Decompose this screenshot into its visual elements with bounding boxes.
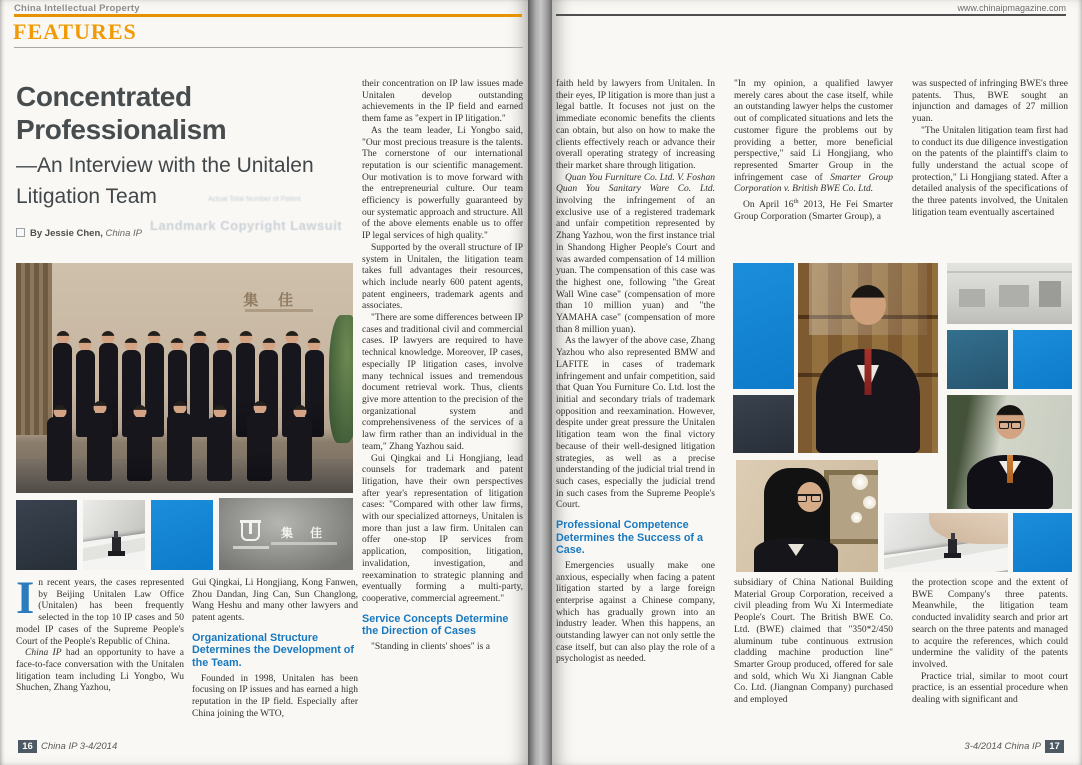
logo-caption-line — [233, 546, 269, 549]
stamp-photo — [83, 500, 145, 570]
byline-author: Jessie Chen, — [44, 228, 103, 239]
person-silhouette — [86, 401, 113, 481]
flower — [852, 474, 868, 490]
footer-left — [14, 740, 117, 753]
paragraph — [734, 79, 893, 196]
furniture — [999, 285, 1029, 307]
paragraph: "Standing in clients' shoes" is a — [371, 641, 490, 652]
photo-tile-navy — [16, 500, 77, 570]
page-left — [0, 0, 530, 765]
portrait-photo-man-glasses — [947, 395, 1072, 509]
section-title: FEATURES — [13, 19, 137, 44]
article-title-line2: Professionalism — [16, 114, 227, 145]
front-row-people — [46, 401, 313, 481]
column-5-top — [734, 79, 893, 267]
column-2 — [192, 578, 358, 744]
paragraph-text: had an opportunity to have a face-to-face conversation with the Unitalen litigation team including Li Yongbo, Wu Shuchen, Zhang Yazhou, — [16, 648, 184, 694]
italic-run: China IP — [25, 648, 62, 659]
flower — [863, 496, 876, 509]
flower — [851, 512, 862, 523]
paragraph: their concentration on IP law issues made Unitalen develop outstanding achievements in the IP field and earned them fame as "expert in IP litigation." — [362, 79, 523, 125]
drop-cap: I — [16, 578, 35, 624]
photo-tile-blue — [1013, 330, 1072, 389]
glasses — [999, 421, 1021, 428]
ceiling-line — [947, 271, 1072, 273]
byline — [16, 228, 142, 239]
article-subtitle-line1: —An Interview with the Unitalen — [16, 154, 314, 177]
portrait-photo-man-red-tie — [798, 263, 938, 453]
paragraph: As the team leader, Li Yongbo said, "Our most precious treasure is the talents. The cornerstone of our international reputation is our scientific management. Our motivation is to move forward with the entrepreneurial culture. Our team efficiency is powerfully guaranteed by our systematic approach and structure. All of the above elements enable us to offer IP legal services of high quality." — [362, 125, 523, 242]
furniture — [959, 289, 985, 307]
photo-tile-blue — [151, 500, 213, 570]
photo-tile-navy — [733, 395, 794, 453]
paragraph-text: "In my opinion, a qualified lawyer merely cares about the case itself, while an outstanding lawyer helps the customer out of complicated situations and lets the customer figure the problems out by providing a better, more beneficial perspective," said Li Hongjiang, who represented Smarter Group in the infringement case of — [734, 79, 893, 183]
issue-label: 3-4/2014 China IP — [964, 741, 1041, 752]
paragraph: faith held by lawyers from Unitalen. In their eyes, IP litigation is more than just a legal battle. It focuses not just on the immediate economic benefits the clients can obtain, but also on how to make the clients effectively reach or advance their overall operating strategy of increasing their market share through litigation. — [556, 79, 715, 171]
paragraph-text: On April 16 — [743, 200, 794, 211]
case-name-italic: Smarter Group Corporation v. British BWE Co. Ltd. — [734, 172, 893, 195]
paragraph-text: involving the infringement of an exclusive use of a registered trademark and unfair competition represented by Zhang Yazhou, won the first instance trial in Shandong Higher People's Court and was awarded compensation of 14 million yuan. The compensation of this case was the highest one, following "the Great Wall Wine case" (compensation of more than 10 million yuan) and "the YAMAHA case" (compensation of more than 8 million yuan). — [556, 196, 715, 335]
bleedthrough-text-large: Landmark Copyright Lawsuit — [150, 218, 343, 233]
wall-sign-text: 集 佳 — [243, 293, 301, 309]
red-tie — [865, 349, 872, 395]
team-group-photo — [16, 263, 353, 493]
section-heading: Professional Competence Determines the Success of a Case. — [556, 519, 704, 557]
byline-by: By — [30, 228, 43, 239]
page-right — [552, 0, 1082, 765]
paragraph: Gui Qingkai and Li Hongjiang, lead counsels for trademark and patent litigation, have their own perspectives after year's representation of litigation cases: "Compared with other law firms, with our specialized attorneys, Unitalen is more than just a law firm. Unitalen can offer one-stop IP services from application, composition, litigation, invalidation, investigation, and reexamination to strategic planning and eventually forming a multi-party, cooperative, commercial agreement." — [362, 453, 523, 604]
byline-publication: China IP — [105, 228, 142, 239]
paragraph — [16, 578, 184, 648]
column-6-top — [912, 79, 1068, 265]
article-title — [16, 80, 226, 146]
person-silhouette — [206, 405, 233, 481]
hand — [929, 513, 1008, 544]
person-silhouette — [166, 401, 193, 481]
paragraph: Founded in 1998, Unitalen has been focusing on IP issues and has earned a high reputation in the IP field. Especially after China joining the WTO, — [192, 673, 358, 719]
paragraph-text: n recent years, the cases represented by Beijing Unitalen Law Office (Unitalen) has been frequently selected in the top 10 IP cases and 50 model IP cases of the Supreme People's Court of the People's Republic of China. — [16, 578, 184, 647]
superscript: th — [793, 198, 799, 206]
unitalen-logo-icon — [241, 522, 260, 541]
column-6-bottom — [912, 578, 1068, 744]
photo-tile-teal — [947, 330, 1008, 389]
paragraph: "There are some differences between IP cases and traditional civil and commercial cases. IP lawyers are required to have technical knowledge. Moreover, IP cases, especially IP litigation cases, involve many technical issues and tremendous document retrieval work. Thus, clients give more attention to the precision of the organizational system and comprehensiveness of the services of a law firm rather than an individual in the team," Zhang Yazhou said. — [362, 313, 523, 452]
collar — [788, 544, 804, 556]
person-silhouette — [126, 405, 153, 481]
paragraph: Supported by the overall structure of IP system in Unitalen, the litigation team takes full advantages their resources, which include nearly 600 patent agents, patent engineers, trademark agents and associates. — [362, 242, 523, 312]
person-silhouette — [286, 405, 313, 481]
furniture — [1039, 281, 1061, 307]
gray-rule — [14, 47, 523, 48]
paragraph-text: 2013, He Fei Smarter Group Corporation (Smarter Group), a — [734, 200, 893, 222]
column-4 — [556, 79, 715, 745]
column-3 — [362, 79, 523, 745]
stamp-device — [112, 537, 121, 552]
column-5-bottom — [734, 578, 893, 744]
office-interior-photo — [947, 263, 1072, 324]
section-heading: Service Concepts Determine the Direction of Cases — [362, 612, 509, 638]
stamp-hand-photo — [884, 513, 1008, 572]
paragraph: the protection scope and the extent of BWE Company's three patents. Meanwhile, the litigation team conducted invalidity search and prior art search on the three patents and managed to acquire the references, which could undermine the validity of the patents involved. — [912, 578, 1068, 670]
website-url: www.chinaipmagazine.com — [957, 3, 1066, 13]
glasses — [797, 494, 821, 501]
column-1 — [16, 578, 184, 744]
reception-photo — [219, 498, 353, 570]
paragraph — [556, 173, 715, 337]
bleedthrough-text-small: Actual Total Number of Patent — [208, 196, 301, 203]
person-silhouette — [246, 401, 273, 481]
orange-tie — [1007, 455, 1013, 483]
issue-label: China IP 3-4/2014 — [41, 741, 118, 752]
paragraph — [734, 196, 893, 224]
paragraph: subsidiary of China National Building Material Group Corporation, received a civil pleading from Wu Xi Intermediate People's Court. The British BWE Co. Ltd. (BWE) claimed that "350*2/450 aluminum tube continuous extrusion cladding machine production line" Smarter Group produced, offered for sale and sold, which Wu Xi Jiangnan Cable Co. Ltd. (Jiangnan Company) purchased and employed — [734, 578, 893, 706]
photo-tile-blue — [1013, 513, 1072, 572]
magazine-brand: China Intellectual Property — [14, 3, 140, 14]
face — [850, 285, 886, 325]
paragraph — [16, 648, 184, 695]
reception-sign-subtext — [271, 542, 337, 545]
paragraph: Practice trial, similar to moot court practice, is an essential procedure when dealing with significant and — [912, 671, 1068, 706]
byline-square-icon — [16, 228, 25, 237]
paragraph: As the lawyer of the above case, Zhang Yazhou who also represented BMW and LAFITE in cases of trademark infringement and unfair competition, said that Quan You Furniture Co. Ltd. lost the initial and secondary trials of trademark opposition and reexamination. However, despite under great pressure the Unitalen litigation team won the final victory because of their well-designed litigation strategies, as well as a precise understanding of the judicial trial trend in such cases, especially the judicial trend in such cases from the Supreme People's Court. — [556, 336, 715, 511]
footer-right — [964, 740, 1068, 753]
dark-rule — [556, 14, 1066, 16]
person-silhouette — [46, 405, 73, 481]
paragraph: was suspected of infringing BWE's three patents. Thus, BWE sought an injunction and damages of 27 million yuan. — [912, 79, 1068, 125]
page-fold — [528, 0, 554, 765]
paragraph: "The Unitalen litigation team first had to conduct its due diligence investigation on the patents of the plaintiff's claim to fully understand the actual scope of protection," Li Hongjiang stated. After a detailed analysis of the specifications of the three patents involved, the Unitalen litigation team eventually ascertained — [912, 125, 1068, 218]
portrait-photo-woman — [736, 460, 878, 572]
paragraph: Emergencies usually make one anxious, especially when facing a patent litigation started by a large foreign enterprise against a Chinese company, which has gradually grown into an industry leader. When this happens, an outstanding lawyer can not only settle the case itself, but can also play the role of a psychologist as needed. — [556, 560, 715, 665]
office-plant — [329, 315, 353, 443]
page-number: 16 — [18, 740, 37, 753]
paragraph: Gui Qingkai, Li Hongjiang, Kong Fanwen, Zhou Dandan, Jing Can, Sun Changlong, Wang Heshu and many other lawyers and patent agents. — [192, 578, 358, 624]
case-name-italic: Quan You Furniture Co. Ltd. V. Foshan Quan You Sanitary Ware Co. Ltd. — [556, 172, 715, 195]
reception-sign-text: 集 佳 — [280, 526, 329, 540]
wall-sign-subtext — [245, 309, 313, 312]
section-heading: Organizational Structure Determines the Development of the Team. — [192, 631, 354, 669]
photo-tile-blue — [733, 263, 794, 389]
article-subtitle-line2: Litigation Team — [16, 185, 157, 208]
article-title-line1: Concentrated — [16, 81, 192, 112]
stamp-device — [948, 539, 957, 554]
orange-rule — [14, 14, 522, 17]
page-number: 17 — [1045, 740, 1064, 753]
